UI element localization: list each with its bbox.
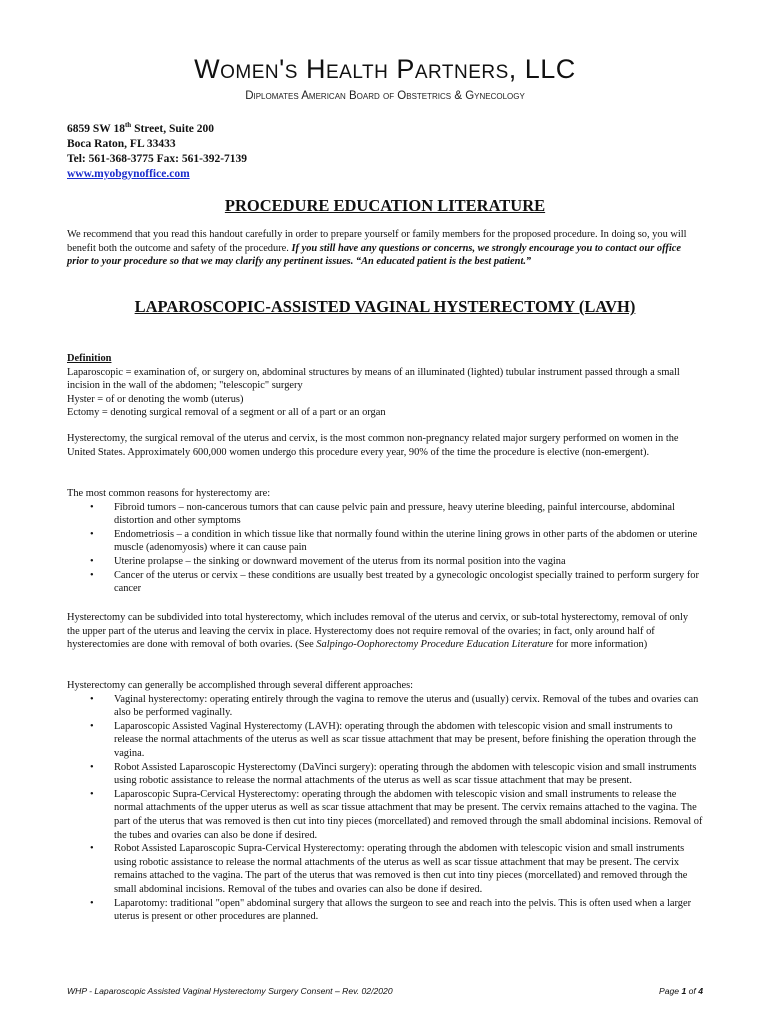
bullet-icon: •	[90, 569, 94, 581]
list-item-text: Fibroid tumors – non-cancerous tumors that can cause pelvic pain and pressure, heavy uterine bleeding, painful intercourse, abdominal distortion and other symptoms	[114, 501, 675, 527]
list-item-text: Laparoscopic Assisted Vaginal Hysterectomy (LAVH): operating through the abdomen with telescopic vision and small instruments to release the normal attachments of the uterus as well as scar tissue attachment that may be present, before finishing the operation through the vagina.	[114, 720, 696, 759]
intro-paragraph	[67, 228, 703, 269]
reasons-intro: The most common reasons for hysterectomy are:	[67, 488, 271, 499]
page-prefix: Page	[659, 986, 682, 996]
website-link[interactable]: www.myobgynoffice.com	[67, 167, 190, 180]
footer-page-number	[603, 986, 703, 996]
definition-line: Ectomy = denoting surgical removal of a segment or all of a part or an organ	[67, 407, 386, 419]
bullet-icon: •	[90, 501, 94, 513]
intro-emphasis: If you still have any questions or concerns, we strongly encourage you to contact our office prior to your procedure so that we may clarify any pertinent issues. “An educated patient is the best patient.”	[67, 242, 681, 268]
list-item-text: Robot Assisted Laparoscopic Supra-Cervical Hysterectomy: operating through the abdomen with telescopic vision and small instruments using robotic assistance to release the normal attachments of the uterus as well as scar tissue attachment that may be present. The cervix remains attached to the vagina. The part of the uterus that was removed is then cut into tiny pieces (morcellated) and removed through the small abdominal incisions. Removal of the tubes and ovaries can also be done if desired.	[114, 843, 688, 895]
list-item-text: Endometriosis – a condition in which tissue like that normally found within the uterine lining grows in other parts of the abdomen or uterine muscle (adenomyosis) where it can cause pain	[114, 528, 698, 554]
types-reference: Salpingo-Oophorectomy Procedure Education Literature	[316, 639, 554, 651]
definition-line: Laparoscopic = examination of, or surgery on, abdominal structures by means of an illuminated (lighted) tubular instrument passed through a small incision in the wall of the abdomen; "telescopic" surgery	[67, 366, 680, 392]
bullet-icon: •	[90, 897, 94, 909]
bullet-icon: •	[90, 528, 94, 540]
bullet-icon: •	[90, 843, 94, 855]
phone-fax: Tel: 561-368-3775 Fax: 561-392-7139	[67, 152, 248, 165]
reasons-section	[67, 487, 703, 596]
list-item-text: Cancer of the uterus or cervix – these conditions are usually best treated by a gynecologic oncologist specially trained to perform surgery for cancer	[114, 569, 699, 595]
footer-document-title: WHP - Laparoscopic Assisted Vaginal Hysterectomy Surgery Consent – Rev. 02/2020	[67, 986, 393, 996]
approaches-intro: Hysterectomy can generally be accomplished through several different approaches:	[67, 680, 414, 691]
list-item	[67, 720, 703, 761]
address-block	[67, 118, 247, 182]
procedure-heading: LAPAROSCOPIC-ASSISTED VAGINAL HYSTERECTOMY (LAVH)	[134, 297, 636, 316]
list-item-text: Vaginal hysterectomy: operating entirely through the vagina to remove the uterus and (usually) cervix. Removal of the tubes and ovaries can also be performed vaginally.	[114, 693, 699, 719]
org-name: Women's Health Partners, LLC	[194, 54, 576, 84]
page-total: 4	[698, 986, 703, 996]
definition-label: Definition	[67, 353, 112, 364]
list-item	[67, 842, 703, 896]
bullet-icon: •	[90, 720, 94, 732]
approaches-list	[67, 693, 703, 924]
list-item-text: Uterine prolapse – the sinking or downward movement of the uterus from its normal position into the vagina	[114, 555, 566, 567]
list-item-text: Robot Assisted Laparoscopic Hysterectomy (DaVinci surgery): operating through the abdomen with telescopic vision and small instruments using robotic assistance to release the normal attachments of the uterus as well as scar tissue attachment that may be present.	[114, 761, 697, 787]
types-text: Hysterectomy can be subdivided into total hysterectomy, which includes removal of the uterus and cervix, or sub-total hysterectomy, removal of only the upper part of the uterus and leaving the cervix in place. Hysterectomy does not require removal of the ovaries; in fact, only around half of hysterectomies are done with removal of both ovaries. (See	[67, 612, 689, 651]
hysterectomy-types	[67, 611, 703, 652]
list-item	[67, 693, 703, 720]
bullet-icon: •	[90, 788, 94, 800]
org-subtitle: Diplomates American Board of Obstetrics & Gynecology	[245, 90, 525, 102]
list-item-text: Laparoscopic Supra-Cervical Hysterectomy: operating through the abdomen with telescopic vision and small instruments to release the normal attachments of the upper uterus as well as scar tissue attachment that may be present. The cervix remains attached to the vagina. The part of the uterus that was removed is then cut into tiny pieces (morcellated) and removed through the small abdominal incisions. Removal of the tubes and ovaries can also be done if desired.	[114, 788, 703, 841]
list-item	[67, 788, 703, 842]
intro-text: We recommend that you read this handout carefully in order to prepare yourself or family members for the proposed procedure. In doing so, you will benefit both the outcome and safety of the procedure.	[67, 229, 687, 254]
list-item	[67, 528, 703, 555]
reasons-list	[67, 501, 703, 596]
list-item	[67, 555, 703, 569]
types-text-end: for more information)	[553, 639, 648, 651]
page-current: 1	[681, 986, 687, 996]
bullet-icon: •	[90, 693, 94, 705]
bullet-icon: •	[90, 761, 94, 773]
address-line-2: Boca Raton, FL 33433	[67, 137, 176, 150]
list-item	[67, 569, 703, 596]
list-item-text: Laparotomy: traditional "open" abdominal surgery that allows the surgeon to see and reach into the pelvis. This is often used when a larger uterus is present or other procedures are planned.	[114, 897, 692, 923]
main-heading: PROCEDURE EDUCATION LITERATURE	[224, 196, 546, 215]
definition-line: Hyster = of or denoting the womb (uterus)	[67, 393, 244, 405]
address-street: Street, Suite 200	[131, 122, 215, 135]
bullet-icon: •	[90, 555, 94, 567]
definition-section	[67, 352, 703, 420]
list-item	[67, 897, 703, 924]
address-street-number: 6859 SW 18	[67, 122, 125, 135]
page-of: of	[686, 986, 699, 996]
address-line-1	[67, 118, 247, 137]
list-item	[67, 501, 703, 528]
address-ordinal: th	[124, 121, 132, 129]
approaches-section	[67, 679, 703, 924]
list-item	[67, 761, 703, 788]
hysterectomy-overview: Hysterectomy, the surgical removal of the uterus and cervix, is the most common non-pregnancy related major surgery performed on women in the United States. Approximately 600,000 women undergo this procedure every year, 90% of the time the procedure is elective (non-emergent).	[67, 433, 679, 458]
